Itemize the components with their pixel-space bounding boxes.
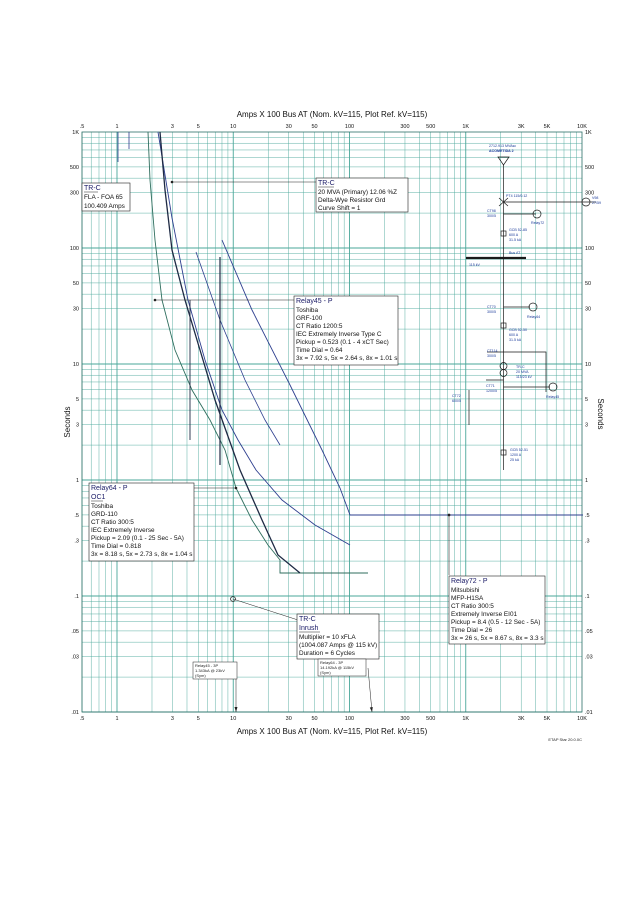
svg-text:100.409 Amps: 100.409 Amps bbox=[84, 203, 125, 210]
svg-text:Relay64 - P: Relay64 - P bbox=[91, 485, 128, 492]
x-tick-label-top: .5 bbox=[79, 124, 85, 130]
svg-text:GCB 52-51: GCB 52-51 bbox=[510, 448, 528, 452]
y-tick-label-right: 30 bbox=[585, 306, 592, 313]
leader-arrows bbox=[235, 707, 373, 712]
svg-text:PT4 115/0.12: PT4 115/0.12 bbox=[506, 194, 528, 198]
svg-text:25 kA: 25 kA bbox=[510, 458, 520, 462]
svg-text:300/5: 300/5 bbox=[487, 214, 496, 218]
svg-text:14.192kA @ 115kV: 14.192kA @ 115kV bbox=[320, 665, 355, 670]
svg-text:1200 A: 1200 A bbox=[510, 453, 522, 457]
utility-source-icon bbox=[498, 157, 509, 165]
x-tick-label-top: 5K bbox=[543, 124, 551, 130]
y-tick-label-right: 300 bbox=[585, 190, 595, 197]
svg-text:CT Ratio 1200:5: CT Ratio 1200:5 bbox=[296, 323, 343, 330]
svg-text:CT114: CT114 bbox=[487, 349, 498, 353]
x-tick-label-top: 50 bbox=[311, 124, 318, 130]
y-tick-label-right: .1 bbox=[585, 594, 590, 600]
y-tick-label-right: 3 bbox=[585, 422, 589, 429]
y-tick-label-left: .3 bbox=[74, 538, 79, 545]
y-tick-label-right: 500 bbox=[585, 164, 595, 171]
svg-text:CT Ratio 300:5: CT Ratio 300:5 bbox=[451, 603, 494, 610]
svg-text:Time Dial = 0.64: Time Dial = 0.64 bbox=[296, 347, 343, 354]
svg-text:600/5: 600/5 bbox=[452, 399, 461, 403]
svg-text:IEC Extremely Inverse Type C: IEC Extremely Inverse Type C bbox=[296, 331, 382, 338]
x-tick-label-bottom: 3K bbox=[517, 716, 525, 722]
y-tick-label-left: 1 bbox=[75, 478, 79, 484]
label-tr-c-main bbox=[316, 178, 408, 212]
svg-text:FLA - FOA 65: FLA - FOA 65 bbox=[84, 194, 123, 201]
svg-text:(Sym): (Sym) bbox=[320, 670, 331, 675]
svg-text:IEC Extremely Inverse: IEC Extremely Inverse bbox=[91, 527, 155, 534]
label-relay64 bbox=[89, 483, 194, 561]
y-tick-label-left: 300 bbox=[69, 190, 79, 197]
svg-text:Mitsubishi: Mitsubishi bbox=[451, 587, 480, 594]
x-tick-label-top: 10 bbox=[230, 124, 237, 130]
y-tick-label-left: 50 bbox=[72, 280, 79, 287]
x-tick-label-bottom: 1K bbox=[462, 716, 470, 722]
svg-text:300/5: 300/5 bbox=[487, 354, 496, 358]
svg-text:TR-C: TR-C bbox=[318, 180, 335, 187]
x-tick-label-bottom: 10 bbox=[230, 716, 237, 722]
y-tick-label-right: 1K bbox=[585, 130, 592, 136]
x-tick-label-bottom: 100 bbox=[344, 716, 355, 722]
x-tick-label-bottom: 5 bbox=[196, 716, 200, 722]
label-relay45 bbox=[294, 296, 398, 365]
svg-text:115/23 kV: 115/23 kV bbox=[516, 375, 532, 379]
x-ticks-bottom bbox=[80, 716, 588, 722]
y-tick-label-right: 10 bbox=[585, 362, 592, 368]
y-tick-label-left: 3 bbox=[75, 422, 79, 429]
x-tick-label-top: 3K bbox=[517, 124, 525, 130]
relay45-curve-b bbox=[196, 252, 280, 445]
svg-text:(Sym): (Sym) bbox=[195, 673, 206, 678]
svg-text:CT98: CT98 bbox=[487, 209, 496, 213]
y-ticks-right bbox=[585, 130, 594, 716]
y-tick-label-left: .01 bbox=[71, 710, 79, 716]
svg-text:CT70: CT70 bbox=[487, 305, 496, 309]
svg-text:1.343kA @ 23kV: 1.343kA @ 23kV bbox=[195, 668, 225, 673]
x-tick-label-bottom: 500 bbox=[426, 716, 436, 722]
svg-text:31.5 kA: 31.5 kA bbox=[509, 238, 522, 242]
label-tr-c-fla bbox=[82, 183, 130, 211]
svg-text:20 MVA: 20 MVA bbox=[516, 370, 529, 374]
one-line-labels bbox=[452, 144, 601, 462]
svg-text:TR-C: TR-C bbox=[299, 616, 316, 623]
svg-text:Duration = 6 Cycles: Duration = 6 Cycles bbox=[299, 650, 355, 657]
svg-text:600 A: 600 A bbox=[509, 333, 519, 337]
svg-text:Toshiba: Toshiba bbox=[296, 307, 319, 314]
y-tick-label-right: .03 bbox=[585, 654, 593, 661]
svg-text:Curve Shift = 1: Curve Shift = 1 bbox=[318, 205, 361, 212]
label-relay64-3p bbox=[318, 659, 366, 676]
y-tick-label-left: .05 bbox=[71, 628, 79, 635]
svg-text:OC1: OC1 bbox=[91, 494, 106, 501]
svg-text:TR-C: TR-C bbox=[516, 365, 525, 369]
x-tick-label-bottom: .5 bbox=[79, 716, 85, 722]
y-tick-label-left: 1K bbox=[72, 130, 79, 136]
svg-text:Relay72: Relay72 bbox=[531, 221, 545, 225]
x-tick-label-bottom: 30 bbox=[285, 716, 292, 722]
svg-text:GRF-100: GRF-100 bbox=[296, 315, 323, 322]
svg-text:Relay45 - 3P: Relay45 - 3P bbox=[195, 663, 219, 668]
y-tick-label-left: .03 bbox=[71, 654, 79, 661]
y-tick-label-left: 100 bbox=[69, 246, 79, 252]
svg-text:CT72: CT72 bbox=[452, 394, 461, 398]
svg-text:Relay72 - P: Relay72 - P bbox=[451, 578, 488, 585]
label-relay72 bbox=[449, 576, 545, 644]
label-inrush bbox=[297, 614, 379, 659]
y-tick-label-left: 500 bbox=[69, 164, 79, 171]
y-tick-label-left: .1 bbox=[74, 594, 79, 600]
svg-text:Bus AT: Bus AT bbox=[509, 251, 521, 255]
x-tick-label-bottom: 50 bbox=[311, 716, 318, 722]
x-tick-label-top: 1K bbox=[462, 124, 470, 130]
x-tick-label-top: 30 bbox=[285, 124, 292, 130]
svg-text:27/59: 27/59 bbox=[592, 201, 601, 205]
svg-text:3x = 8.18 s, 5x = 2.73 s, 8x =: 3x = 8.18 s, 5x = 2.73 s, 8x = 1.04 s bbox=[91, 551, 193, 558]
x-tick-label-top: 500 bbox=[426, 124, 436, 130]
svg-text:Relay45: Relay45 bbox=[546, 395, 560, 399]
svg-text:Multiplier = 10 xFLA: Multiplier = 10 xFLA bbox=[299, 634, 356, 641]
x-tick-label-top: 100 bbox=[344, 124, 355, 130]
svg-text:GCB 52-85: GCB 52-85 bbox=[509, 228, 527, 232]
software-footer: ETAP Star 20.0.0C bbox=[548, 737, 582, 742]
svg-text:Relay64 - 3P: Relay64 - 3P bbox=[320, 660, 344, 665]
x-axis-title-bottom: Amps X 100 Bus AT (Nom. kV=115, Plot Ref. kV=115) bbox=[236, 727, 428, 736]
svg-text:Time Dial = 0.818: Time Dial = 0.818 bbox=[91, 543, 142, 550]
svg-text:Pickup = 8.4 (0.5 - 12 Sec -: Pickup = 8.4 (0.5 - 12 Sec - 5A) bbox=[451, 619, 541, 626]
x-tick-label-top: 5 bbox=[196, 124, 200, 130]
y-axis-title-right: Seconds bbox=[596, 398, 605, 430]
svg-text:3x = 7.92 s, 5x = 2.64 s, 8x =: 3x = 7.92 s, 5x = 2.64 s, 8x = 1.01 s bbox=[296, 355, 398, 362]
y-tick-label-right: .01 bbox=[585, 710, 593, 716]
svg-text:1200/5: 1200/5 bbox=[486, 389, 497, 393]
svg-text:20 MVA (Primary) 12.06 %Z: 20 MVA (Primary) 12.06 %Z bbox=[318, 189, 398, 196]
x-tick-label-bottom: 5K bbox=[543, 716, 551, 722]
svg-text:600 A: 600 A bbox=[509, 233, 519, 237]
x-axis-title-top: Amps X 100 Bus AT (Nom. kV=115, Plot Ref. kV=115) bbox=[236, 110, 428, 119]
y-tick-label-right: 1 bbox=[585, 478, 589, 484]
svg-text:115 kV: 115 kV bbox=[469, 263, 480, 267]
label-relay45-3p bbox=[193, 662, 237, 679]
svg-text:Delta-Wye Resistor Grd: Delta-Wye Resistor Grd bbox=[318, 197, 386, 204]
y-tick-label-right: .3 bbox=[585, 538, 590, 545]
x-tick-label-top: 300 bbox=[400, 124, 410, 130]
svg-text:Time Dial = 26: Time Dial = 26 bbox=[451, 627, 493, 634]
relay72-point bbox=[448, 514, 451, 517]
svg-text:MFP-H1SA: MFP-H1SA bbox=[451, 595, 484, 602]
svg-text:Pickup = 0.523 (0.1 - 4 xCT S: Pickup = 0.523 (0.1 - 4 xCT Sec) bbox=[296, 339, 389, 346]
y-tick-label-right: 5 bbox=[585, 396, 589, 403]
svg-text:CT71: CT71 bbox=[486, 384, 495, 388]
y-tick-label-left: 30 bbox=[72, 306, 79, 313]
y-tick-label-left: 5 bbox=[75, 396, 79, 403]
svg-text:Toshiba: Toshiba bbox=[91, 503, 114, 510]
svg-text:ACOMETIDA 2: ACOMETIDA 2 bbox=[489, 149, 514, 153]
svg-text:300/5: 300/5 bbox=[487, 310, 496, 314]
x-tick-label-top: 10K bbox=[577, 124, 587, 130]
svg-text:Inrush: Inrush bbox=[299, 625, 319, 632]
y-tick-label-left: .5 bbox=[74, 512, 79, 519]
svg-text:Extremely Inverse EI01: Extremely Inverse EI01 bbox=[451, 611, 518, 618]
x-ticks-top bbox=[80, 124, 588, 130]
x-tick-label-top: 1 bbox=[115, 124, 119, 130]
svg-text:31.5 kA: 31.5 kA bbox=[509, 338, 522, 342]
svg-text:GRD-110: GRD-110 bbox=[91, 511, 118, 518]
y-axis-title-left: Seconds bbox=[63, 406, 72, 438]
svg-text:2712.913 MVAsc: 2712.913 MVAsc bbox=[489, 144, 517, 148]
y-tick-label-right: .05 bbox=[585, 628, 593, 635]
x-tick-label-bottom: 10K bbox=[577, 716, 587, 722]
x-tick-label-bottom: 3 bbox=[170, 716, 174, 722]
y-tick-label-right: 50 bbox=[585, 280, 592, 287]
svg-text:CT Ratio 300:5: CT Ratio 300:5 bbox=[91, 519, 134, 526]
svg-text:TR-C: TR-C bbox=[84, 185, 101, 192]
svg-text:GCB 52-50: GCB 52-50 bbox=[509, 328, 527, 332]
svg-text:Relay45 - P: Relay45 - P bbox=[296, 298, 333, 305]
svg-text:3x = 26 s, 5x = 8.67 s, 8x = 3: 3x = 26 s, 5x = 8.67 s, 8x = 3.3 s bbox=[451, 635, 544, 642]
x-tick-label-bottom: 1 bbox=[115, 716, 119, 722]
svg-text:(1004.087 Amps @ 115 kV): (1004.087 Amps @ 115 kV) bbox=[299, 642, 378, 649]
y-tick-label-right: .5 bbox=[585, 512, 590, 519]
svg-text:Pickup = 2.09 (0.1 - 25 Sec -: Pickup = 2.09 (0.1 - 25 Sec - 5A) bbox=[91, 535, 184, 542]
x-tick-label-top: 3 bbox=[170, 124, 174, 130]
y-tick-label-right: 100 bbox=[585, 246, 595, 252]
svg-text:Relay64: Relay64 bbox=[527, 315, 541, 319]
x-tick-label-bottom: 300 bbox=[400, 716, 410, 722]
svg-text:V98: V98 bbox=[592, 196, 599, 200]
y-tick-label-left: 10 bbox=[72, 362, 79, 368]
